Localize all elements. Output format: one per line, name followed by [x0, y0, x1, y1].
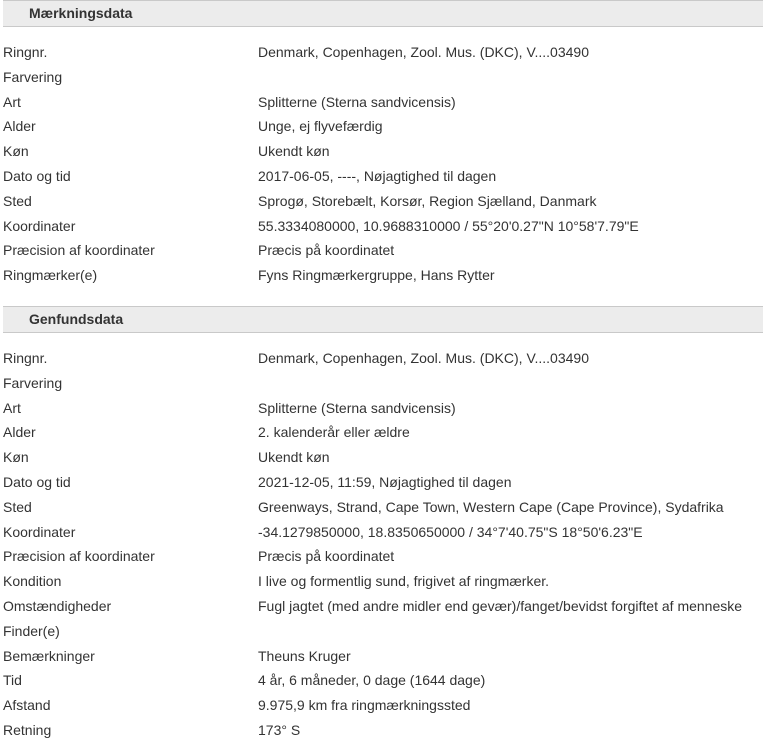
row-label: Dato og tid: [3, 167, 71, 184]
row-label: Tid: [3, 672, 22, 689]
row-value: 2021-12-05, 11:59, Nøjagtighed til dagen: [258, 473, 512, 490]
row-value: Splitterne (Sterna sandvicensis): [258, 399, 456, 416]
recovery-row-date-time: [3, 470, 763, 495]
row-value: Denmark, Copenhagen, Zool. Mus. (DKC), V....03490: [258, 44, 589, 60]
row-label: Dato og tid: [3, 473, 71, 490]
row-label: Køn: [3, 449, 29, 466]
row-label: Kondition: [3, 573, 62, 590]
recovery-section: [3, 306, 763, 743]
marking-row-species: [3, 90, 763, 115]
row-value: Præcis på koordinatet: [258, 242, 395, 259]
recovery-row-direction: [3, 718, 763, 743]
row-label: Retning: [3, 721, 52, 738]
recovery-row-elapsed-time: [3, 668, 763, 693]
recovery-row-coordinates: [3, 520, 763, 545]
recovery-row-ring-number: [3, 346, 763, 371]
marking-section: [3, 0, 763, 288]
row-value: 9.975,9 km fra ringmærkningssted: [258, 697, 471, 714]
recovery-row-distance: [3, 693, 763, 718]
row-label: Farvering: [3, 374, 63, 391]
marking-row-ringers: [3, 263, 763, 288]
row-label: Koordinater: [3, 217, 76, 234]
marking-row-color-ring: [3, 65, 763, 90]
row-value: -34.1279850000, 18.8350650000 / 34°7'40.75"S 18°50'6.23"E: [258, 523, 643, 540]
row-label: Finder(e): [3, 622, 60, 639]
row-label: Alder: [3, 424, 36, 441]
recovery-row-color-ring: [3, 371, 763, 396]
row-label: Ringnr.: [3, 350, 48, 366]
marking-row-place: [3, 189, 763, 214]
row-label: Alder: [3, 118, 36, 135]
recovery-row-finders: [3, 619, 763, 644]
marking-row-coordinate-precision: [3, 238, 763, 263]
row-label: Præcision af koordinater: [3, 242, 155, 259]
marking-row-ring-number: [3, 40, 763, 65]
row-label: Art: [3, 93, 21, 110]
row-label: Køn: [3, 143, 29, 160]
row-value: Denmark, Copenhagen, Zool. Mus. (DKC), V....03490: [258, 350, 589, 366]
row-value: Præcis på koordinatet: [258, 548, 395, 565]
recovery-row-circumstances: [3, 594, 763, 619]
marking-rows: [3, 40, 763, 288]
row-value: Theuns Kruger: [258, 647, 351, 664]
row-value: 2017-06-05, ----, Nøjagtighed til dagen: [258, 167, 497, 184]
row-value: Ukendt køn: [258, 143, 330, 160]
recovery-row-species: [3, 396, 763, 421]
marking-section-header: Mærkningsdata: [3, 0, 763, 27]
row-label: Omstændigheder: [3, 597, 112, 614]
recovery-row-age: [3, 420, 763, 445]
recovery-row-sex: [3, 445, 763, 470]
row-value: Sprogø, Storebælt, Korsør, Region Sjælland, Danmark: [258, 192, 597, 209]
recovery-row-condition: [3, 569, 763, 594]
row-value: I live og formentlig sund, frigivet af ringmærker.: [258, 573, 550, 590]
row-label: Afstand: [3, 697, 51, 714]
row-label: Farvering: [3, 68, 63, 85]
marking-row-coordinates: [3, 214, 763, 239]
row-label: Bemærkninger: [3, 647, 95, 664]
row-value: 173° S: [258, 721, 301, 738]
row-value: Splitterne (Sterna sandvicensis): [258, 93, 456, 110]
recovery-row-coordinate-precision: [3, 544, 763, 569]
row-value: Unge, ej flyvefærdig: [258, 118, 383, 135]
row-label: Art: [3, 399, 21, 416]
row-label: Sted: [3, 498, 32, 515]
row-label: Koordinater: [3, 523, 76, 540]
row-value: 55.3334080000, 10.9688310000 / 55°20'0.27"N 10°58'7.79"E: [258, 217, 639, 234]
row-label: Ringnr.: [3, 44, 48, 60]
row-label: Ringmærker(e): [3, 267, 98, 284]
recovery-section-header: Genfundsdata: [3, 306, 763, 333]
marking-row-age: [3, 114, 763, 139]
recovery-row-place: [3, 495, 763, 520]
recovery-rows: [3, 346, 763, 743]
row-label: Sted: [3, 192, 32, 209]
row-value: Fyns Ringmærkergruppe, Hans Rytter: [258, 267, 495, 284]
row-value: Greenways, Strand, Cape Town, Western Cape (Cape Province), Sydafrika: [258, 498, 724, 515]
row-value: 4 år, 6 måneder, 0 dage (1644 dage): [258, 672, 486, 689]
recovery-row-remarks: [3, 644, 763, 669]
marking-row-sex: [3, 139, 763, 164]
row-label: Præcision af koordinater: [3, 548, 155, 565]
row-value: 2. kalenderår eller ældre: [258, 424, 410, 441]
marking-row-date-time: [3, 164, 763, 189]
row-value: Ukendt køn: [258, 449, 330, 466]
row-value: Fugl jagtet (med andre midler end gevær)/fanget/bevidst forgiftet af menneske: [258, 597, 743, 614]
